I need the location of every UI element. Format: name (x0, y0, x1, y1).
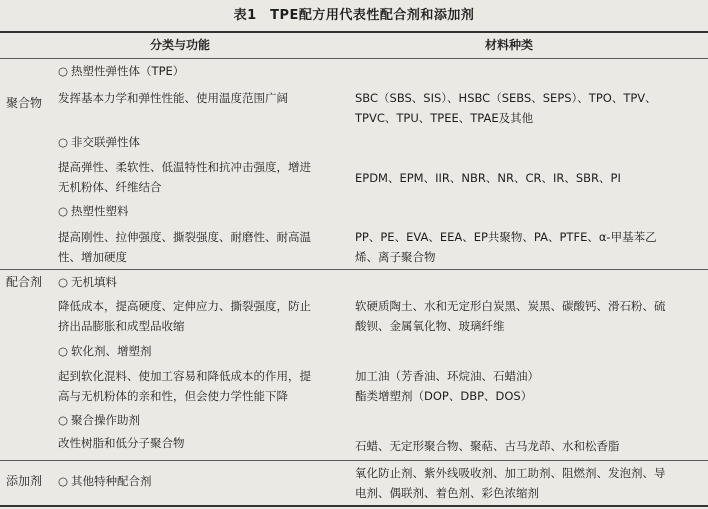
filler-head-label: 无机填料 (71, 275, 118, 289)
category-polymer: 聚合物 (6, 96, 43, 110)
tpe-head (58, 61, 184, 81)
filler-desc-1: 降低成本，提高硬度、定伸应力、撕裂强度，防止 (58, 299, 311, 313)
plastic-mat-1: PP、PE、EVA、EEA、EP共聚物、PA、PTFE、α-甲基苯乙 (355, 230, 657, 244)
aid-mat: 石蜡、无定形聚合物、聚萜、古马龙茚、水和松香脂 (355, 439, 620, 453)
noncross-desc-2: 无机粉体、纤维结合 (58, 180, 162, 194)
plastic-mat-2: 烯、离子聚合物 (355, 250, 436, 264)
header-rule (0, 58, 708, 59)
bottom-rule (0, 505, 708, 507)
header-function: 分类与功能 (150, 38, 211, 52)
tpe-desc: 发挥基本力学和弹性性能、使用温度范围广阔 (58, 91, 288, 105)
plastic-desc-2: 性、增加硬度 (58, 250, 127, 264)
aid-head (58, 410, 140, 430)
plastic-head-label: 热塑性塑料 (71, 204, 129, 218)
plastic-desc-1: 提高刚性、拉伸强度、撕裂强度、耐磨性、耐高温 (58, 230, 311, 244)
noncross-head (58, 132, 140, 152)
softener-head (58, 341, 152, 361)
softener-mat-2: 酯类增塑剂（DOP、DBP、DOS） (355, 389, 533, 403)
tpe-mat-2: TPVC、TPU、TPEE、TPAE及其他 (355, 111, 534, 125)
category-compounding: 配合剂 (6, 275, 43, 289)
circle-bullet: ○ (58, 413, 69, 427)
filler-mat-1: 软硬质陶土、水和无定形白炭黑、炭黑、碳酸钙、滑石粉、硫 (355, 299, 666, 313)
other-head-label: 其他特种配合剂 (71, 474, 152, 488)
circle-bullet: ○ (58, 344, 69, 358)
circle-bullet: ○ (58, 204, 69, 218)
section-rule (0, 460, 708, 461)
other-mat-1: 氧化防止剂、紫外线吸收剂、加工助剂、阻燃剂、发泡剂、导 (355, 466, 666, 480)
circle-bullet: ○ (58, 474, 69, 488)
noncross-mat: EPDM、EPM、IIR、NBR、NR、CR、IR、SBR、PI (355, 171, 621, 185)
circle-bullet: ○ (58, 135, 69, 149)
category-additive: 添加剂 (6, 474, 43, 488)
softener-head-label: 软化剂、增塑剂 (71, 344, 152, 358)
section-rule (0, 269, 708, 270)
header-materials: 材料种类 (485, 38, 534, 52)
top-rule (0, 31, 708, 33)
circle-bullet: ○ (58, 64, 69, 78)
plastic-head (58, 201, 129, 221)
softener-desc-2: 高与无机粉体的亲和性，但会使力学性能下降 (58, 389, 288, 403)
tpe-mat-1: SBC（SBS、SIS）、HSBC（SEBS、SEPS）、TPO、TPV、 (355, 91, 657, 105)
noncross-desc-1: 提高弹性、柔软性、低温特性和抗冲击强度，增进 (58, 160, 311, 174)
filler-head (58, 272, 117, 292)
table-title: 表1 TPE配方用代表性配合剂和添加剂 (233, 8, 475, 23)
circle-bullet: ○ (58, 275, 69, 289)
other-head (58, 471, 152, 491)
aid-desc: 改性树脂和低分子聚合物 (58, 436, 185, 450)
filler-mat-2: 酸钡、金属氧化物、玻璃纤维 (355, 319, 505, 333)
noncross-head-label: 非交联弹性体 (71, 135, 141, 149)
filler-desc-2: 挤出品膨胀和成型品收缩 (58, 319, 185, 333)
other-mat-2: 电剂、偶联剂、着色剂、彩色浓缩剂 (355, 486, 539, 500)
aid-head-label: 聚合操作助剂 (71, 413, 141, 427)
softener-desc-1: 起到软化混料、使加工容易和降低成本的作用，提 (58, 369, 311, 383)
softener-mat-1: 加工油（芳香油、环烷油、石蜡油） (355, 369, 539, 383)
tpe-head-label: 热塑性弹性体（TPE） (71, 64, 185, 78)
